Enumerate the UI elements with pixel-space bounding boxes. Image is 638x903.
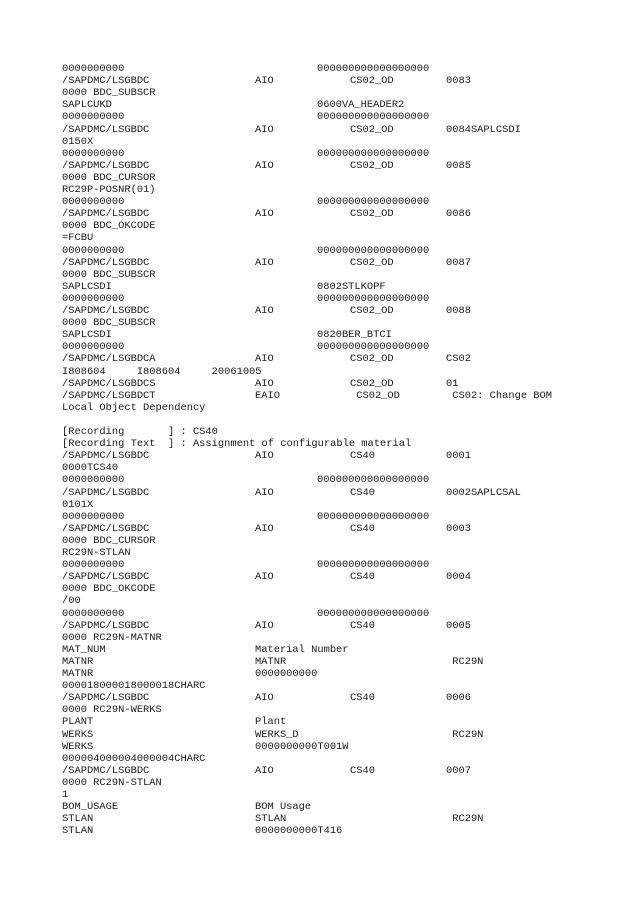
line-field-1: AIO [255,377,274,390]
line-field-0: /SAPDMC/LSGBDC [62,450,150,463]
line-field-2: 0802STLKOPF [317,280,386,293]
line-field-1: Material Number [255,643,349,656]
text-line [0,704,638,716]
text-line [0,729,638,741]
text-line [0,148,638,160]
line-field-0: 0000 BDC_OKCODE [62,583,156,596]
line-field-1: AIO [255,486,274,499]
line-field-0: [Recording Text ] : Assignment of configurable material [62,438,412,451]
line-field-0: 0000TCS40 [62,462,119,475]
text-line [0,269,638,281]
text-line [0,595,638,607]
text-line [0,305,638,317]
line-field-1: STLAN [255,813,287,826]
line-field-0: STLAN [62,825,94,838]
line-field-1: AIO [255,305,274,317]
line-field-3: CS40 [350,619,375,632]
line-field-0: 0000000000 [62,559,125,572]
line-field-2: 0600VA_HEADER2 [317,99,405,112]
text-line [0,644,638,656]
line-field-2: 000000000000000000 [317,607,430,620]
line-field-1: AIO [255,75,274,88]
text-line [0,608,638,620]
line-field-0: 0000000000 [62,292,125,305]
line-field-1: AIO [255,571,274,584]
line-field-4: 01 [446,377,459,390]
line-field-0: SAPLCSDI [62,329,112,342]
text-line [0,777,638,789]
line-field-3: CS02_OD [350,353,394,366]
line-field-0: /SAPDMC/LSGBDC [62,486,150,499]
line-field-0: /SAPDMC/LSGBDC [62,522,150,535]
text-line [0,801,638,813]
text-line [0,680,638,692]
line-field-0: 0000 RC29N-STLAN [62,776,162,789]
line-field-0: /SAPDMC/LSGBDC [62,75,150,88]
line-field-0: 0000000000 [62,341,125,354]
line-field-0: I808604 I808604 20061005 [62,365,262,378]
text-line [0,813,638,825]
line-field-0: 000018000018000018CHARC [62,680,206,693]
line-field-1: AIO [255,522,274,535]
text-line [0,474,638,486]
line-field-0: /SAPDMC/LSGBDCS [62,377,156,390]
line-field-4: 0001 [446,450,471,463]
line-field-1: AIO [255,123,274,136]
text-line [0,232,638,244]
text-line [0,124,638,136]
line-field-1: AIO [255,353,274,366]
line-field-0: MATNR [62,655,94,668]
line-field-3: CS40 [350,571,375,584]
text-line [0,499,638,511]
text-line [0,184,638,196]
line-field-1: MATNR [255,655,287,668]
text-line [0,438,638,450]
line-field-1: AIO [255,619,274,632]
line-field-3: CS40 [350,764,375,777]
line-field-0: /SAPDMC/LSGBDC [62,256,150,269]
line-field-4: 0003 [446,522,471,535]
line-field-4: RC29N [446,728,484,741]
text-line [0,111,638,123]
line-field-1: AIO [255,159,274,172]
line-field-0: 0000000000 [62,510,125,523]
line-field-0: BOM_USAGE [62,801,119,814]
text-line [0,293,638,305]
text-line [0,196,638,208]
line-field-0: 0000 RC29N-WERKS [62,704,162,717]
text-line [0,523,638,535]
text-line [0,789,638,801]
line-field-2: 000000000000000000 [317,111,430,124]
text-line [0,462,638,474]
text-line [0,208,638,220]
line-field-0: /SAPDMC/LSGBDCA [62,353,156,366]
line-field-4: 0006 [446,692,471,705]
line-field-1: AIO [255,208,274,221]
line-field-0: 0000000000 [62,63,125,75]
text-line [0,511,638,523]
line-field-0: /SAPDMC/LSGBDC [62,764,150,777]
line-field-4: 0007 [446,764,471,777]
line-field-2: 000000000000000000 [317,196,430,209]
line-field-1: BOM Usage [255,801,312,814]
text-line [0,668,638,680]
text-line [0,172,638,184]
text-line [0,402,638,414]
line-field-4: RC29N [446,813,484,826]
line-field-3: CS40 [350,486,375,499]
line-field-0: 0000000000 [62,196,125,209]
line-field-3: CS02_OD [350,389,400,402]
line-field-0: 0000000000 [62,474,125,487]
text-line [0,450,638,462]
text-line [0,535,638,547]
text-line [0,99,638,111]
line-field-0: MAT_NUM [62,643,106,656]
line-field-0: SAPLCSDI [62,280,112,293]
line-field-1: AIO [255,764,274,777]
text-line [0,317,638,329]
line-field-0: 0000 BDC_SUBSCR [62,268,156,281]
line-field-1: 0000000000T001W [255,740,349,753]
line-field-0: STLAN [62,813,94,826]
line-field-0: /SAPDMC/LSGBDC [62,619,150,632]
text-line [0,220,638,232]
text-line [0,414,638,426]
line-field-3: CS02_OD [350,377,394,390]
line-field-3: CS02_OD [350,208,394,221]
text-line [0,656,638,668]
line-field-0: MATNR [62,668,94,680]
line-field-0: 0000000000 [62,111,125,124]
text-line [0,741,638,753]
line-field-1: AIO [255,692,274,705]
line-field-0: 0101X [62,498,94,511]
line-field-0: /SAPDMC/LSGBDCT [62,389,156,402]
line-field-0: 0000 BDC_SUBSCR [62,87,156,100]
line-field-4: 0004 [446,571,471,584]
line-field-1: AIO [255,256,274,269]
line-field-1: Plant [255,716,287,729]
line-field-0: 0150X [62,135,94,148]
line-field-0: =FCBU [62,232,94,245]
text-line [0,765,638,777]
text-line [0,716,638,728]
line-field-0: /SAPDMC/LSGBDC [62,692,150,705]
line-field-0: WERKS [62,728,94,741]
line-field-0: 0000 BDC_CURSOR [62,534,156,547]
line-field-0: /00 [62,595,81,608]
line-field-2: 000000000000000000 [317,510,430,523]
line-field-0: /SAPDMC/LSGBDC [62,571,150,584]
text-line [0,559,638,571]
line-field-4: 0088 [446,305,471,317]
text-line [0,378,638,390]
line-field-2: 0820BER_BTCI [317,329,392,342]
line-field-4: 0084SAPLCSDI [446,123,521,136]
text-line [0,160,638,172]
line-field-0: SAPLCUKD [62,99,112,112]
text-line [0,632,638,644]
line-field-2: 000000000000000000 [317,559,430,572]
line-field-4: 0085 [446,159,471,172]
line-field-0: /SAPDMC/LSGBDC [62,159,150,172]
text-line [0,136,638,148]
line-field-0: 0000000000 [62,607,125,620]
text-line [0,547,638,559]
line-field-0: /SAPDMC/LSGBDC [62,123,150,136]
text-line [0,366,638,378]
line-field-3: CS40 [350,450,375,463]
line-field-3: CS02_OD [350,75,394,88]
line-field-3: CS02_OD [350,123,394,136]
text-line [0,583,638,595]
text-line [0,257,638,269]
text-line [0,426,638,438]
line-field-3: CS40 [350,522,375,535]
line-field-1: AIO [255,450,274,463]
line-field-0: 1 [62,789,69,801]
line-field-3: CS02_OD [350,305,394,317]
line-field-4: 0086 [446,208,471,221]
line-field-3: CS02_OD [350,159,394,172]
text-line [0,75,638,87]
line-field-4: 0083 [446,75,471,88]
line-field-1: 0000000000T416 [255,825,343,838]
line-field-0: PLANT [62,716,94,729]
line-field-3: CS40 [350,692,375,705]
line-field-2: 000000000000000000 [317,63,430,75]
line-field-0: 0000000000 [62,244,125,257]
line-field-1: 0000000000 [255,668,318,680]
line-field-2: 000000000000000000 [317,292,430,305]
line-field-2: 000000000000000000 [317,147,430,160]
line-field-4: 0087 [446,256,471,269]
text-line [0,753,638,765]
line-field-1: EAIO [255,389,280,402]
line-field-0: /SAPDMC/LSGBDC [62,305,150,317]
line-field-4: 0002SAPLCSAL [446,486,521,499]
text-line [0,245,638,257]
line-field-0: 000004000004000004CHARC [62,752,206,765]
line-field-2: 000000000000000000 [317,244,430,257]
line-field-0: 0000 BDC_CURSOR [62,171,156,184]
text-line [0,390,638,402]
text-line [0,692,638,704]
line-field-0: 0000 BDC_OKCODE [62,220,156,233]
line-field-4: RC29N [446,655,484,668]
line-field-1: WERKS_D [255,728,299,741]
text-line [0,329,638,341]
text-line [0,281,638,293]
text-line [0,353,638,365]
line-field-2: 000000000000000000 [317,474,430,487]
line-field-0: RC29N-STLAN [62,547,131,559]
line-field-0: [Recording ] : CS40 [62,426,218,438]
text-line [0,63,638,75]
line-field-0: 0000 BDC_SUBSCR [62,317,156,330]
line-field-0: RC29P-POSNR(01) [62,184,156,196]
text-line [0,341,638,353]
line-field-0: 0000 RC29N-MATNR [62,631,162,644]
text-line [0,825,638,837]
line-field-0: Local Object Dependency [62,401,206,414]
line-field-2: 000000000000000000 [317,341,430,354]
text-line [0,487,638,499]
line-field-3: CS02_OD [350,256,394,269]
text-line [0,620,638,632]
line-field-4: CS02 [446,353,471,366]
text-line [0,87,638,99]
line-field-4: CS02: Change BOM [446,389,553,402]
text-line [0,571,638,583]
line-field-4: 0005 [446,619,471,632]
line-field-0: WERKS [62,740,94,753]
line-field-0: 0000000000 [62,147,125,160]
line-field-0: /SAPDMC/LSGBDC [62,208,150,221]
